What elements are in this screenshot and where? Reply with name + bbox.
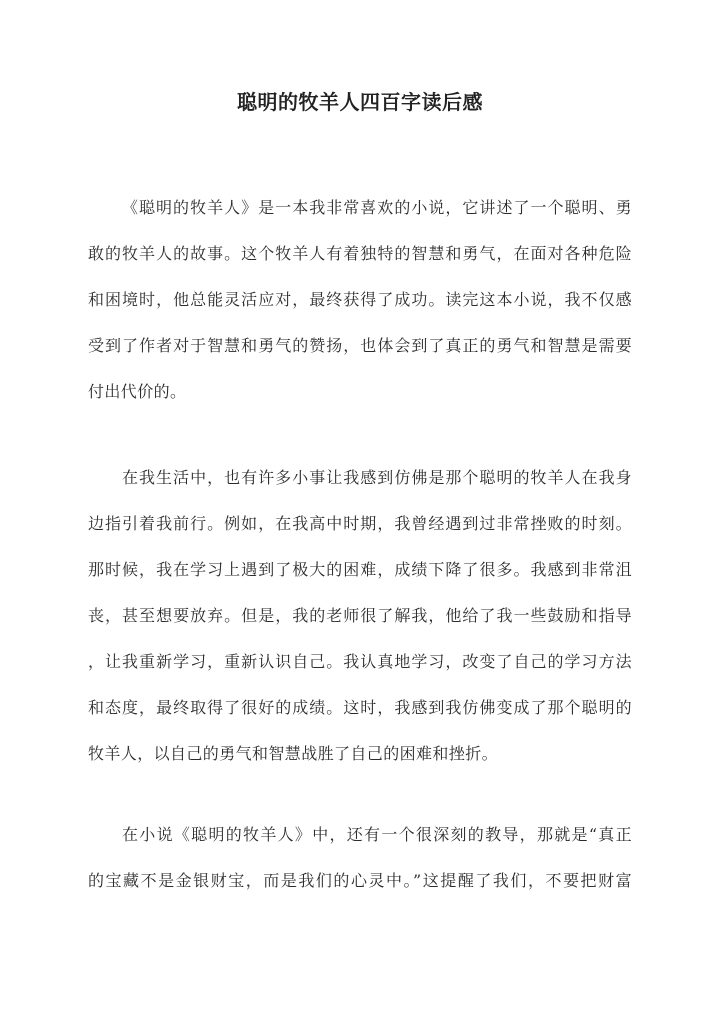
paragraph-3 [88, 812, 632, 904]
document-title: 聪明的牧羊人四百字读后感 [237, 90, 483, 114]
paragraph-line: 牧羊人，以自己的勇气和智慧战胜了自己的困难和挫折。 [88, 744, 499, 763]
paragraph-line: 和态度，最终取得了很好的成绩。这时，我感到我仿佛变成了那个聪明的 [88, 698, 632, 717]
paragraph-line: 丧，甚至想要放弃。但是，我的老师很了解我，他给了我一些鼓励和指导 [88, 606, 632, 625]
paragraph-line: 《聪明的牧羊人》是一本我非常喜欢的小说，它讲述了一个聪明、勇 [122, 198, 632, 217]
paragraph-line: 受到了作者对于智慧和勇气的赞扬，也体会到了真正的勇气和智慧是需要 [88, 336, 632, 355]
paragraph-line: 和困境时，他总能灵活应对，最终获得了成功。读完这本小说，我不仅感 [88, 290, 632, 309]
paragraph-line: 付出代价的。 [88, 382, 187, 401]
paragraph-line: ，让我重新学习，重新认识自己。我认真地学习，改变了自己的学习方法 [88, 652, 632, 671]
paragraph-line: 的宝藏不是金银财宝，而是我们的心灵中。”这提醒了我们，不要把财富 [88, 871, 632, 890]
paragraph-line: 敢的牧羊人的故事。这个牧羊人有着独特的智慧和勇气，在面对各种危险 [88, 244, 632, 263]
paragraph-line: 那时候，我在学习上遇到了极大的困难，成绩下降了很多。我感到非常沮 [88, 560, 632, 579]
paragraph-line: 在小说《聪明的牧羊人》中，还有一个很深刻的教导，那就是“真正 [122, 825, 632, 844]
paragraph-line: 边指引着我前行。例如，在我高中时期，我曾经遇到过非常挫败的时刻。 [88, 514, 632, 533]
paragraph-1 [88, 185, 632, 415]
paragraph-line: 在我生活中，也有许多小事让我感到仿佛是那个聪明的牧羊人在我身 [122, 468, 632, 487]
paragraph-2 [88, 455, 632, 777]
